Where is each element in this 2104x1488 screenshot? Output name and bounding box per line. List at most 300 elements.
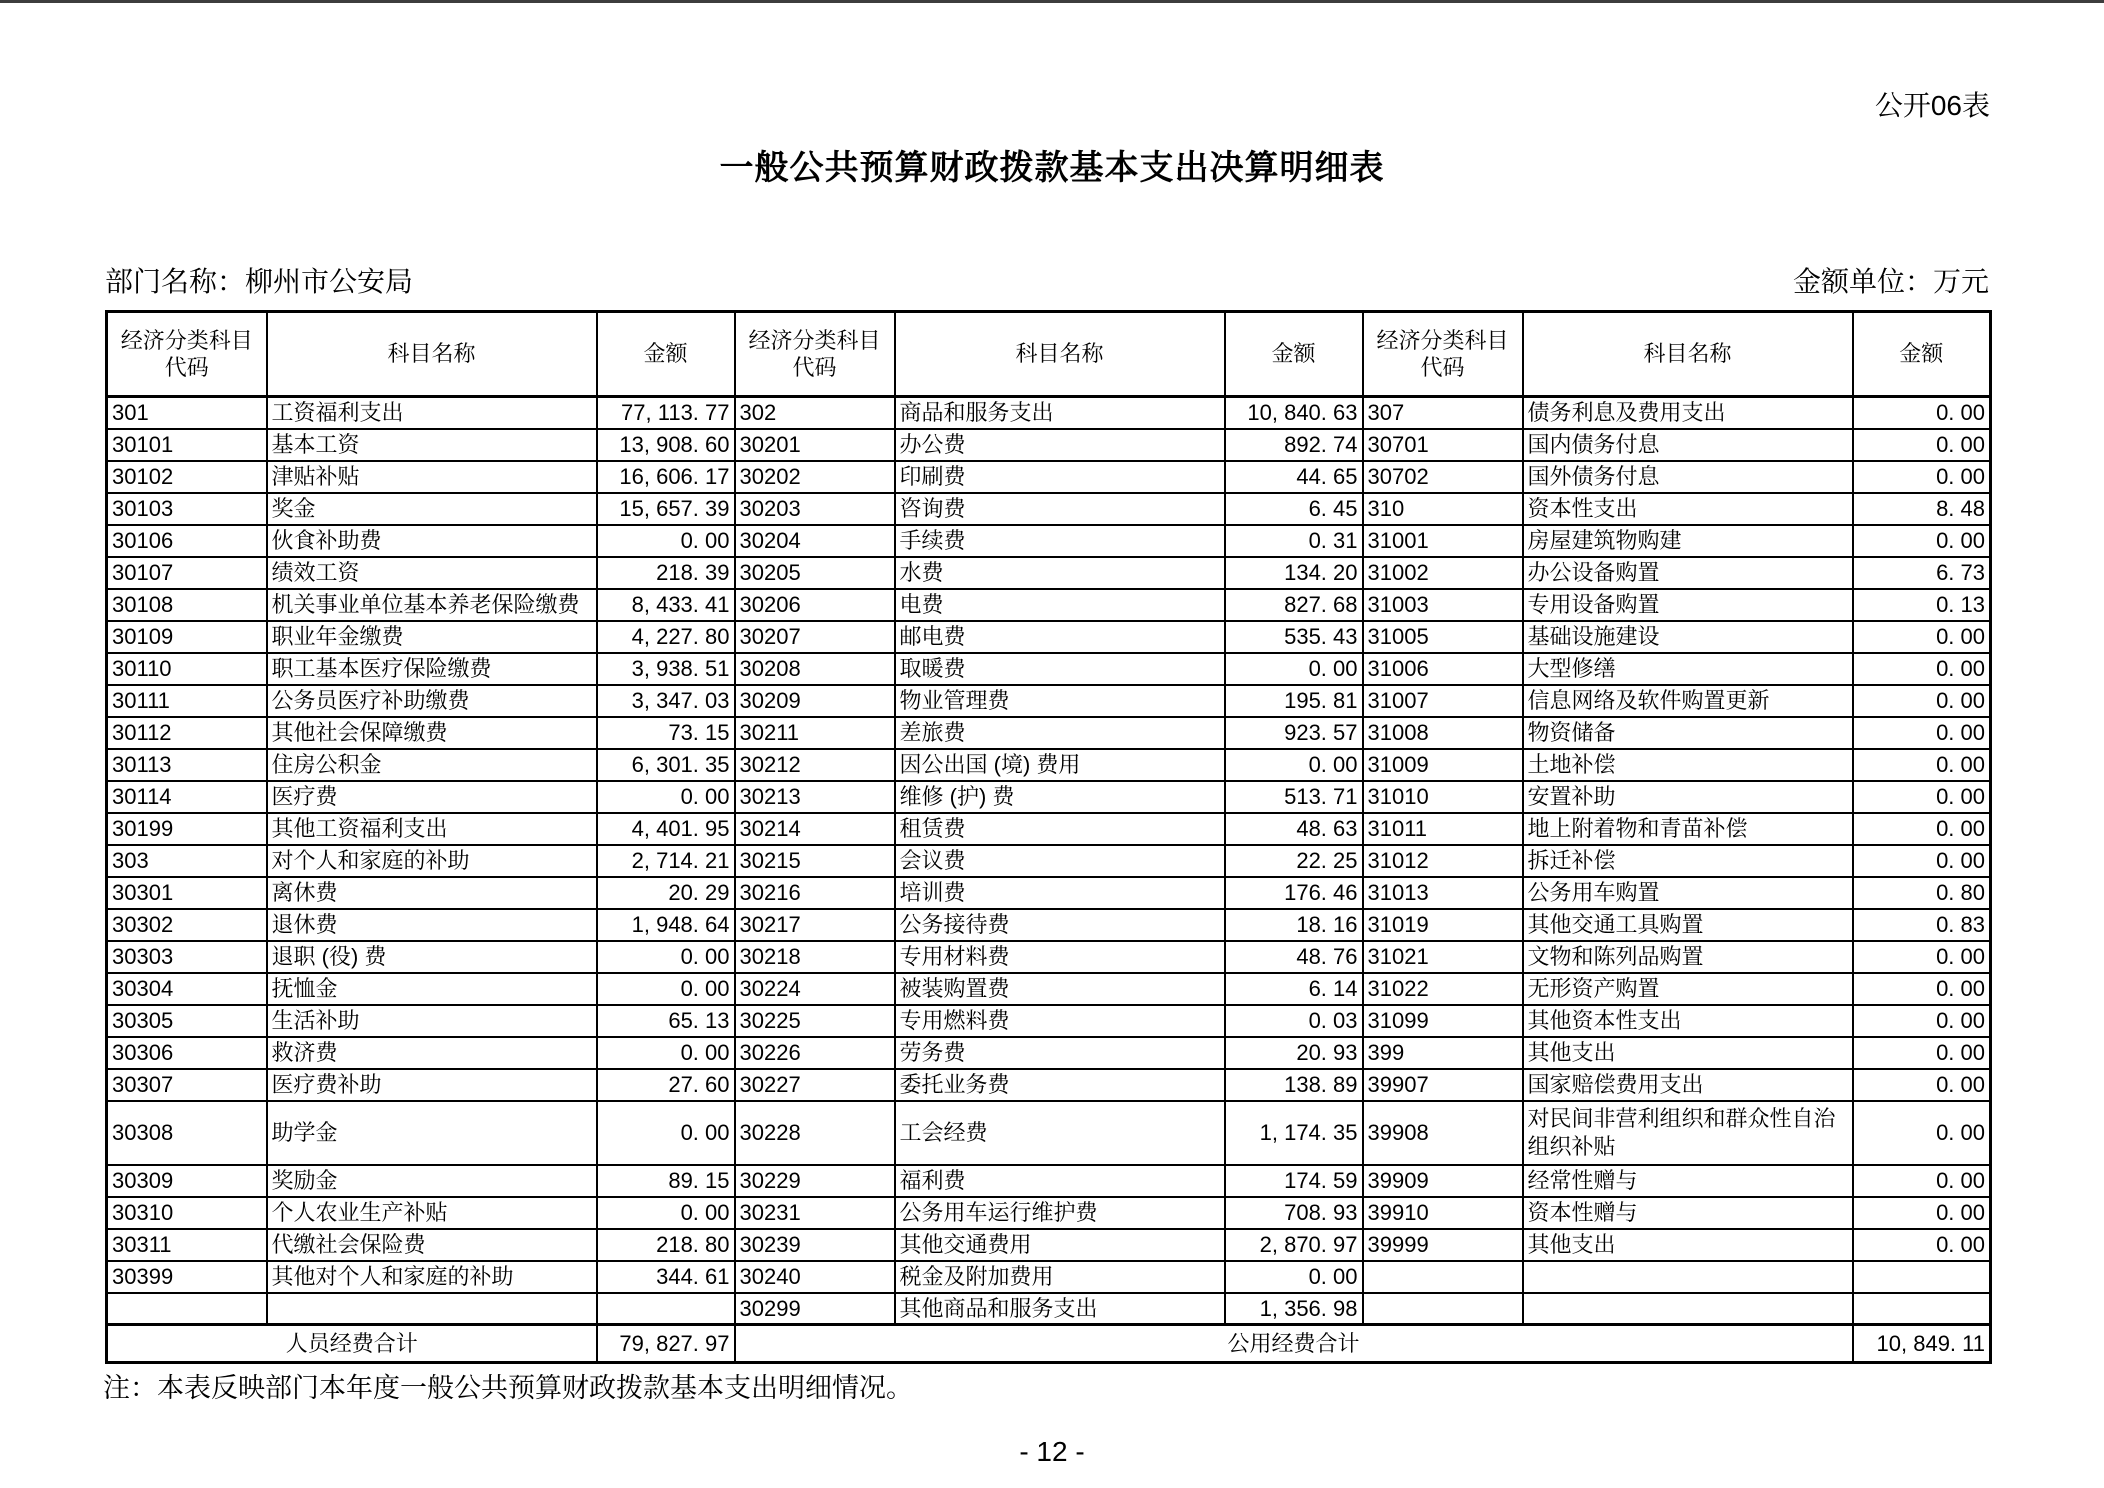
amount-cell: 27. 60 <box>597 1069 735 1101</box>
amount-cell: 344. 61 <box>597 1261 735 1293</box>
form-number-label: 公开06表 <box>1874 90 1990 121</box>
amount-cell: 0. 00 <box>1853 429 1991 461</box>
code-cell: 30199 <box>107 813 267 845</box>
name-cell: 专用燃料费 <box>895 1005 1225 1037</box>
name-cell: 差旅费 <box>895 717 1225 749</box>
amount-cell: 0. 00 <box>1853 845 1991 877</box>
name-cell: 职业年金缴费 <box>267 621 597 653</box>
code-cell: 39908 <box>1363 1101 1523 1165</box>
amount-cell <box>1853 1293 1991 1325</box>
code-cell: 30209 <box>735 685 895 717</box>
department-name-label: 部门名称：柳州市公安局 <box>105 266 414 297</box>
amount-cell: 15, 657. 39 <box>597 493 735 525</box>
name-cell: 文物和陈列品购置 <box>1523 941 1853 973</box>
name-cell: 水费 <box>895 557 1225 589</box>
code-cell: 31099 <box>1363 1005 1523 1037</box>
name-cell <box>267 1293 597 1325</box>
code-cell: 30202 <box>735 461 895 493</box>
table-row <box>107 589 1991 621</box>
amount-cell: 827. 68 <box>1225 589 1363 621</box>
amount-cell: 174. 59 <box>1225 1165 1363 1197</box>
name-cell: 培训费 <box>895 877 1225 909</box>
name-cell: 其他对个人和家庭的补助 <box>267 1261 597 1293</box>
name-cell <box>1523 1261 1853 1293</box>
amount-cell: 44. 65 <box>1225 461 1363 493</box>
table-row <box>107 1069 1991 1101</box>
window-top-edge <box>0 0 2104 3</box>
amount-cell: 0. 00 <box>597 1197 735 1229</box>
code-cell: 30106 <box>107 525 267 557</box>
code-cell: 31001 <box>1363 525 1523 557</box>
code-cell: 30228 <box>735 1101 895 1165</box>
code-cell: 30207 <box>735 621 895 653</box>
amount-cell: 22. 25 <box>1225 845 1363 877</box>
code-cell: 30201 <box>735 429 895 461</box>
table-row <box>107 845 1991 877</box>
amount-cell <box>597 1293 735 1325</box>
table-row <box>107 1165 1991 1197</box>
amount-cell <box>1853 1261 1991 1293</box>
name-cell: 工资福利支出 <box>267 397 597 429</box>
code-cell: 30203 <box>735 493 895 525</box>
amount-cell: 0. 00 <box>1853 1229 1991 1261</box>
table-row <box>107 621 1991 653</box>
table-row <box>107 1293 1991 1325</box>
code-cell: 31003 <box>1363 589 1523 621</box>
amount-cell: 0. 00 <box>597 1037 735 1069</box>
code-cell: 31019 <box>1363 909 1523 941</box>
code-cell <box>107 1293 267 1325</box>
amount-cell: 0. 00 <box>1853 461 1991 493</box>
name-cell: 奖励金 <box>267 1165 597 1197</box>
table-row <box>107 461 1991 493</box>
page-number: - 12 - <box>1019 1436 1085 1467</box>
code-cell: 30308 <box>107 1101 267 1165</box>
personnel-total-label: 人员经费合计 <box>107 1325 597 1363</box>
code-cell: 30225 <box>735 1005 895 1037</box>
amount-cell: 0. 00 <box>1853 1005 1991 1037</box>
name-cell: 住房公积金 <box>267 749 597 781</box>
amount-cell: 3, 347. 03 <box>597 685 735 717</box>
table-row <box>107 1005 1991 1037</box>
name-cell: 资本性支出 <box>1523 493 1853 525</box>
name-cell: 取暖费 <box>895 653 1225 685</box>
page-title: 一般公共预算财政拨款基本支出决算明细表 <box>719 149 1385 187</box>
amount-cell: 535. 43 <box>1225 621 1363 653</box>
amount-cell: 708. 93 <box>1225 1197 1363 1229</box>
code-cell: 301 <box>107 397 267 429</box>
name-cell: 土地补偿 <box>1523 749 1853 781</box>
amount-cell: 0. 13 <box>1853 589 1991 621</box>
code-cell: 30302 <box>107 909 267 941</box>
name-cell: 劳务费 <box>895 1037 1225 1069</box>
code-cell: 30306 <box>107 1037 267 1069</box>
code-cell: 30307 <box>107 1069 267 1101</box>
name-cell: 大型修缮 <box>1523 653 1853 685</box>
amount-cell: 16, 606. 17 <box>597 461 735 493</box>
code-cell: 30240 <box>735 1261 895 1293</box>
code-cell: 30303 <box>107 941 267 973</box>
code-cell: 31008 <box>1363 717 1523 749</box>
amount-cell: 48. 63 <box>1225 813 1363 845</box>
table-row <box>107 1229 1991 1261</box>
amount-cell: 0. 00 <box>1853 685 1991 717</box>
code-cell: 307 <box>1363 397 1523 429</box>
amount-cell: 0. 00 <box>597 1101 735 1165</box>
amount-cell: 218. 39 <box>597 557 735 589</box>
code-cell: 31006 <box>1363 653 1523 685</box>
name-cell: 办公费 <box>895 429 1225 461</box>
header-code-3: 经济分类科目代码 <box>1363 312 1523 397</box>
amount-unit-label: 金额单位：万元 <box>1792 266 1989 297</box>
name-cell: 离休费 <box>267 877 597 909</box>
name-cell: 物资储备 <box>1523 717 1853 749</box>
code-cell: 30217 <box>735 909 895 941</box>
name-cell: 安置补助 <box>1523 781 1853 813</box>
name-cell: 会议费 <box>895 845 1225 877</box>
amount-cell: 4, 401. 95 <box>597 813 735 845</box>
code-cell: 30214 <box>735 813 895 845</box>
name-cell: 邮电费 <box>895 621 1225 653</box>
name-cell: 医疗费补助 <box>267 1069 597 1101</box>
code-cell: 30109 <box>107 621 267 653</box>
code-cell <box>1363 1261 1523 1293</box>
code-cell: 30206 <box>735 589 895 621</box>
code-cell: 39999 <box>1363 1229 1523 1261</box>
name-cell: 生活补助 <box>267 1005 597 1037</box>
code-cell: 303 <box>107 845 267 877</box>
amount-cell: 0. 00 <box>1853 525 1991 557</box>
name-cell: 对个人和家庭的补助 <box>267 845 597 877</box>
code-cell: 30227 <box>735 1069 895 1101</box>
code-cell: 30204 <box>735 525 895 557</box>
code-cell <box>1363 1293 1523 1325</box>
name-cell: 专用材料费 <box>895 941 1225 973</box>
header-name-3: 科目名称 <box>1523 312 1853 397</box>
amount-cell: 0. 83 <box>1853 909 1991 941</box>
table-row <box>107 717 1991 749</box>
name-cell: 退休费 <box>267 909 597 941</box>
amount-cell: 923. 57 <box>1225 717 1363 749</box>
code-cell: 31005 <box>1363 621 1523 653</box>
amount-cell: 0. 00 <box>1853 781 1991 813</box>
table-row <box>107 493 1991 525</box>
code-cell: 30102 <box>107 461 267 493</box>
table-row <box>107 429 1991 461</box>
code-cell: 30701 <box>1363 429 1523 461</box>
code-cell: 39909 <box>1363 1165 1523 1197</box>
amount-cell: 0. 00 <box>1853 717 1991 749</box>
amount-cell: 0. 00 <box>1853 973 1991 1005</box>
name-cell: 伙食补助费 <box>267 525 597 557</box>
name-cell: 债务利息及费用支出 <box>1523 397 1853 429</box>
code-cell: 30107 <box>107 557 267 589</box>
table-row <box>107 813 1991 845</box>
name-cell: 机关事业单位基本养老保险缴费 <box>267 589 597 621</box>
name-cell: 电费 <box>895 589 1225 621</box>
name-cell: 基本工资 <box>267 429 597 461</box>
amount-cell: 77, 113. 77 <box>597 397 735 429</box>
table-row <box>107 781 1991 813</box>
name-cell: 福利费 <box>895 1165 1225 1197</box>
name-cell: 公务员医疗补助缴费 <box>267 685 597 717</box>
code-cell: 39907 <box>1363 1069 1523 1101</box>
amount-cell: 20. 93 <box>1225 1037 1363 1069</box>
code-cell: 30103 <box>107 493 267 525</box>
name-cell: 职工基本医疗保险缴费 <box>267 653 597 685</box>
name-cell: 资本性赠与 <box>1523 1197 1853 1229</box>
amount-cell: 65. 13 <box>597 1005 735 1037</box>
name-cell: 租赁费 <box>895 813 1225 845</box>
code-cell: 30216 <box>735 877 895 909</box>
table-row <box>107 525 1991 557</box>
amount-cell: 0. 00 <box>1225 1261 1363 1293</box>
name-cell: 地上附着物和青苗补偿 <box>1523 813 1853 845</box>
code-cell: 30304 <box>107 973 267 1005</box>
name-cell: 津贴补贴 <box>267 461 597 493</box>
name-cell: 维修 (护) 费 <box>895 781 1225 813</box>
code-cell: 30231 <box>735 1197 895 1229</box>
amount-cell: 0. 00 <box>597 781 735 813</box>
code-cell: 30208 <box>735 653 895 685</box>
amount-cell: 892. 74 <box>1225 429 1363 461</box>
name-cell: 其他支出 <box>1523 1037 1853 1069</box>
code-cell: 30111 <box>107 685 267 717</box>
table-row <box>107 685 1991 717</box>
amount-cell: 0. 00 <box>597 941 735 973</box>
totals-row <box>107 1325 1991 1363</box>
code-cell: 30702 <box>1363 461 1523 493</box>
name-cell: 国家赔偿费用支出 <box>1523 1069 1853 1101</box>
table-row <box>107 557 1991 589</box>
amount-cell: 73. 15 <box>597 717 735 749</box>
amount-cell: 0. 31 <box>1225 525 1363 557</box>
code-cell: 30211 <box>735 717 895 749</box>
amount-cell: 1, 174. 35 <box>1225 1101 1363 1165</box>
amount-cell: 10, 840. 63 <box>1225 397 1363 429</box>
code-cell: 31002 <box>1363 557 1523 589</box>
amount-cell: 8, 433. 41 <box>597 589 735 621</box>
name-cell: 公务接待费 <box>895 909 1225 941</box>
amount-cell: 0. 00 <box>1853 941 1991 973</box>
name-cell: 国内债务付息 <box>1523 429 1853 461</box>
code-cell: 30229 <box>735 1165 895 1197</box>
code-cell: 30213 <box>735 781 895 813</box>
code-cell: 30108 <box>107 589 267 621</box>
amount-cell: 6. 73 <box>1853 557 1991 589</box>
name-cell: 办公设备购置 <box>1523 557 1853 589</box>
code-cell: 30101 <box>107 429 267 461</box>
table-row <box>107 973 1991 1005</box>
code-cell: 39910 <box>1363 1197 1523 1229</box>
code-cell: 30114 <box>107 781 267 813</box>
name-cell: 委托业务费 <box>895 1069 1225 1101</box>
name-cell: 商品和服务支出 <box>895 397 1225 429</box>
code-cell: 30305 <box>107 1005 267 1037</box>
amount-cell: 8. 48 <box>1853 493 1991 525</box>
name-cell: 其他社会保障缴费 <box>267 717 597 749</box>
amount-cell: 176. 46 <box>1225 877 1363 909</box>
name-cell: 无形资产购置 <box>1523 973 1853 1005</box>
table-row <box>107 1261 1991 1293</box>
name-cell: 房屋建筑物购建 <box>1523 525 1853 557</box>
code-cell: 30226 <box>735 1037 895 1069</box>
name-cell: 印刷费 <box>895 461 1225 493</box>
footnote: 注：本表反映部门本年度一般公共预算财政拨款基本支出明细情况。 <box>103 1373 913 1403</box>
amount-cell: 0. 00 <box>597 525 735 557</box>
public-total-value: 10, 849. 11 <box>1853 1325 1991 1363</box>
amount-cell: 3, 938. 51 <box>597 653 735 685</box>
amount-cell: 6. 45 <box>1225 493 1363 525</box>
meta-row <box>105 260 1989 300</box>
code-cell: 30215 <box>735 845 895 877</box>
code-cell: 302 <box>735 397 895 429</box>
name-cell: 其他工资福利支出 <box>267 813 597 845</box>
name-cell: 其他交通工具购置 <box>1523 909 1853 941</box>
amount-cell: 0. 00 <box>1853 397 1991 429</box>
code-cell: 31007 <box>1363 685 1523 717</box>
name-cell: 退职 (役) 费 <box>267 941 597 973</box>
name-cell: 抚恤金 <box>267 973 597 1005</box>
name-cell: 基础设施建设 <box>1523 621 1853 653</box>
code-cell: 30113 <box>107 749 267 781</box>
name-cell: 拆迁补偿 <box>1523 845 1853 877</box>
amount-cell: 0. 00 <box>1225 749 1363 781</box>
amount-cell: 18. 16 <box>1225 909 1363 941</box>
code-cell: 30205 <box>735 557 895 589</box>
code-cell: 30110 <box>107 653 267 685</box>
code-cell: 30224 <box>735 973 895 1005</box>
name-cell: 救济费 <box>267 1037 597 1069</box>
public-total-label: 公用经费合计 <box>735 1325 1853 1363</box>
amount-cell: 0. 00 <box>597 973 735 1005</box>
code-cell: 30301 <box>107 877 267 909</box>
budget-table <box>105 310 1992 1364</box>
name-cell: 对民间非营利组织和群众性自治组织补贴 <box>1523 1101 1853 1165</box>
name-cell: 其他交通费用 <box>895 1229 1225 1261</box>
amount-cell: 2, 870. 97 <box>1225 1229 1363 1261</box>
amount-cell: 0. 00 <box>1853 653 1991 685</box>
amount-cell: 0. 00 <box>1853 1197 1991 1229</box>
table-row <box>107 749 1991 781</box>
code-cell: 30218 <box>735 941 895 973</box>
code-cell: 310 <box>1363 493 1523 525</box>
code-cell: 30311 <box>107 1229 267 1261</box>
amount-cell: 6, 301. 35 <box>597 749 735 781</box>
name-cell: 个人农业生产补贴 <box>267 1197 597 1229</box>
code-cell: 30399 <box>107 1261 267 1293</box>
name-cell: 其他商品和服务支出 <box>895 1293 1225 1325</box>
amount-cell: 1, 356. 98 <box>1225 1293 1363 1325</box>
code-cell: 30309 <box>107 1165 267 1197</box>
table-row <box>107 941 1991 973</box>
table-header <box>107 312 1991 397</box>
amount-cell: 4, 227. 80 <box>597 621 735 653</box>
table-row <box>107 653 1991 685</box>
amount-cell: 195. 81 <box>1225 685 1363 717</box>
name-cell: 公务用车运行维护费 <box>895 1197 1225 1229</box>
amount-cell: 138. 89 <box>1225 1069 1363 1101</box>
name-cell: 咨询费 <box>895 493 1225 525</box>
code-cell: 31010 <box>1363 781 1523 813</box>
amount-cell: 0. 80 <box>1853 877 1991 909</box>
name-cell: 医疗费 <box>267 781 597 813</box>
amount-cell: 0. 00 <box>1853 1037 1991 1069</box>
header-code-2: 经济分类科目代码 <box>735 312 895 397</box>
amount-cell: 0. 00 <box>1225 653 1363 685</box>
code-cell: 30112 <box>107 717 267 749</box>
code-cell: 30310 <box>107 1197 267 1229</box>
amount-cell: 0. 00 <box>1853 749 1991 781</box>
name-cell: 工会经费 <box>895 1101 1225 1165</box>
name-cell: 绩效工资 <box>267 557 597 589</box>
amount-cell: 513. 71 <box>1225 781 1363 813</box>
name-cell: 被装购置费 <box>895 973 1225 1005</box>
code-cell: 399 <box>1363 1037 1523 1069</box>
name-cell: 公务用车购置 <box>1523 877 1853 909</box>
code-cell: 31022 <box>1363 973 1523 1005</box>
code-cell: 31009 <box>1363 749 1523 781</box>
amount-cell: 89. 15 <box>597 1165 735 1197</box>
amount-cell: 48. 76 <box>1225 941 1363 973</box>
amount-cell: 1, 948. 64 <box>597 909 735 941</box>
name-cell: 手续费 <box>895 525 1225 557</box>
table-row <box>107 1037 1991 1069</box>
name-cell: 其他资本性支出 <box>1523 1005 1853 1037</box>
header-name-2: 科目名称 <box>895 312 1225 397</box>
amount-cell: 0. 03 <box>1225 1005 1363 1037</box>
header-amount-3: 金额 <box>1853 312 1991 397</box>
amount-cell: 0. 00 <box>1853 621 1991 653</box>
table-row <box>107 909 1991 941</box>
personnel-total-value: 79, 827. 97 <box>597 1325 735 1363</box>
code-cell: 31013 <box>1363 877 1523 909</box>
amount-cell: 6. 14 <box>1225 973 1363 1005</box>
name-cell: 物业管理费 <box>895 685 1225 717</box>
name-cell <box>1523 1293 1853 1325</box>
amount-cell: 0. 00 <box>1853 1165 1991 1197</box>
table-row <box>107 1101 1991 1165</box>
name-cell: 奖金 <box>267 493 597 525</box>
name-cell: 国外债务付息 <box>1523 461 1853 493</box>
code-cell: 31011 <box>1363 813 1523 845</box>
amount-cell: 2, 714. 21 <box>597 845 735 877</box>
table-body <box>107 397 1991 1325</box>
code-cell: 30239 <box>735 1229 895 1261</box>
header-amount-2: 金额 <box>1225 312 1363 397</box>
name-cell: 信息网络及软件购置更新 <box>1523 685 1853 717</box>
amount-cell: 0. 00 <box>1853 813 1991 845</box>
code-cell: 30299 <box>735 1293 895 1325</box>
amount-cell: 134. 20 <box>1225 557 1363 589</box>
name-cell: 其他支出 <box>1523 1229 1853 1261</box>
name-cell: 经常性赠与 <box>1523 1165 1853 1197</box>
name-cell: 税金及附加费用 <box>895 1261 1225 1293</box>
amount-cell: 0. 00 <box>1853 1101 1991 1165</box>
header-name-1: 科目名称 <box>267 312 597 397</box>
code-cell: 31012 <box>1363 845 1523 877</box>
amount-cell: 218. 80 <box>597 1229 735 1261</box>
amount-cell: 0. 00 <box>1853 1069 1991 1101</box>
table-row <box>107 397 1991 429</box>
amount-cell: 20. 29 <box>597 877 735 909</box>
header-amount-1: 金额 <box>597 312 735 397</box>
name-cell: 因公出国 (境) 费用 <box>895 749 1225 781</box>
name-cell: 代缴社会保险费 <box>267 1229 597 1261</box>
table-row <box>107 1197 1991 1229</box>
name-cell: 助学金 <box>267 1101 597 1165</box>
amount-cell: 13, 908. 60 <box>597 429 735 461</box>
